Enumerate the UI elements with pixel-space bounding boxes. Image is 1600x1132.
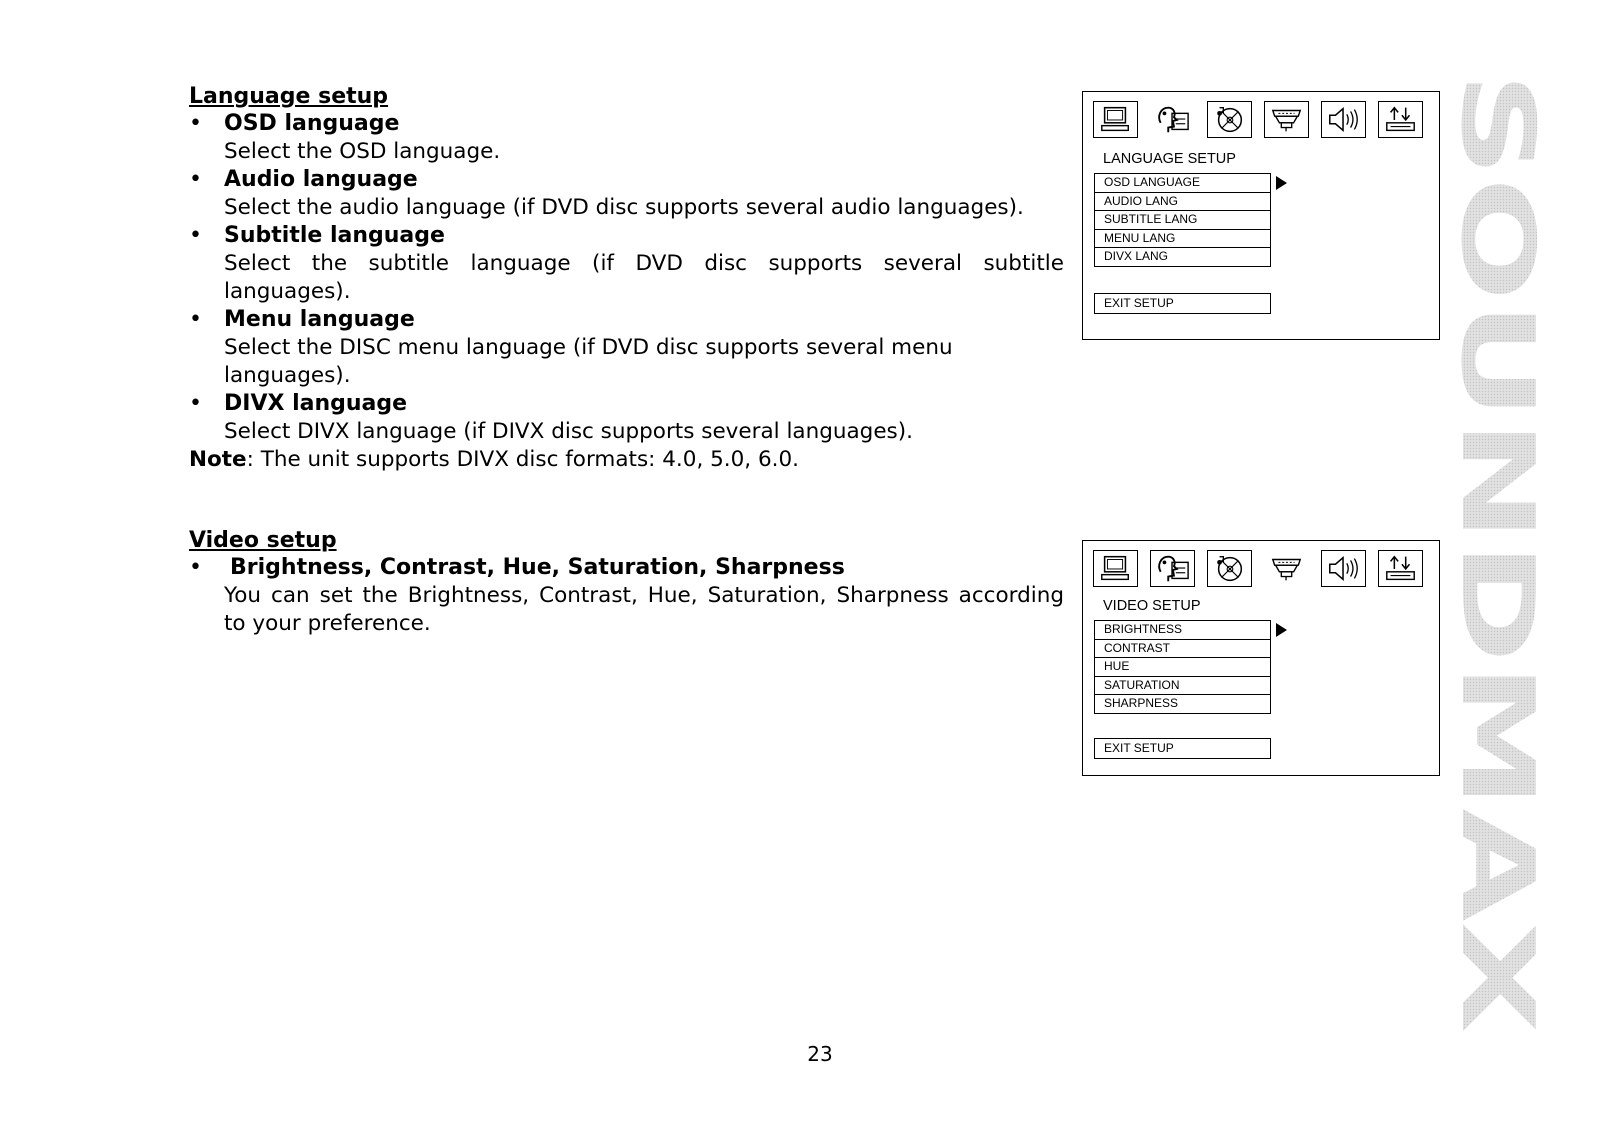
monitor-icon[interactable] [1093, 101, 1138, 138]
screen-title: VIDEO SETUP [1103, 598, 1201, 614]
list-item [189, 390, 1079, 446]
note [189, 446, 1079, 474]
bullet-icon: • [189, 307, 202, 332]
video-setup-section [189, 527, 1079, 638]
exit-setup-button[interactable]: EXIT SETUP [1094, 293, 1271, 314]
bullet-icon: • [189, 391, 202, 416]
menu-item-saturation[interactable]: SATURATION [1094, 676, 1271, 696]
selection-arrow-icon [1276, 176, 1287, 190]
brand-text: SOUNDMAX [1439, 72, 1556, 731]
language-setup-list [189, 110, 1079, 446]
video-setup-list [189, 554, 1079, 638]
page-number: 23 [807, 1042, 833, 1066]
item-title: Menu language [224, 307, 415, 332]
list-item [189, 110, 1079, 166]
screen-title: LANGUAGE SETUP [1103, 151, 1236, 167]
exit-icon[interactable] [1378, 101, 1423, 138]
item-description: You can set the Brightness, Contrast, Hue, Saturation, Sharpness according to your preference. [224, 583, 1064, 636]
disc-icon[interactable] [1207, 101, 1252, 138]
item-description: Select the OSD language. [224, 139, 501, 164]
menu-item-subtitle-lang[interactable]: SUBTITLE LANG [1094, 210, 1271, 230]
language-setup-heading: Language setup [189, 84, 389, 109]
language-menu [1094, 173, 1271, 267]
video-setup-screen [1082, 540, 1440, 776]
monitor-icon[interactable] [1093, 550, 1138, 587]
bullet-icon: • [189, 167, 202, 192]
video-icon[interactable] [1264, 550, 1309, 587]
video-menu [1094, 620, 1271, 714]
language-icon[interactable] [1150, 550, 1195, 587]
bullet-icon: • [189, 555, 202, 580]
item-description: Select the subtitle language (if DVD disc supports several subtitle languages). [224, 251, 1064, 304]
language-icon[interactable] [1150, 101, 1195, 138]
menu-item-brightness[interactable]: BRIGHTNESS [1094, 620, 1271, 640]
language-setup-section [189, 83, 1079, 474]
disc-icon[interactable] [1207, 550, 1252, 587]
item-title: Subtitle language [224, 223, 445, 248]
bullet-icon: • [189, 111, 202, 136]
item-title: Audio language [224, 167, 418, 192]
brand-logo [1439, 72, 1556, 1034]
video-icon[interactable] [1264, 101, 1309, 138]
menu-item-audio-lang[interactable]: AUDIO LANG [1094, 192, 1271, 212]
item-description: Select the audio language (if DVD disc supports several audio languages). [224, 195, 1024, 220]
list-item [189, 306, 1079, 390]
language-setup-screen [1082, 91, 1440, 340]
menu-item-osd-language[interactable]: OSD LANGUAGE [1094, 173, 1271, 193]
exit-icon[interactable] [1378, 550, 1423, 587]
menu-item-sharpness[interactable]: SHARPNESS [1094, 694, 1271, 714]
speaker-icon[interactable] [1321, 550, 1366, 587]
bullet-icon: • [189, 223, 202, 248]
menu-item-menu-lang[interactable]: MENU LANG [1094, 229, 1271, 249]
item-title: Brightness, Contrast, Hue, Saturation, Sharpness [230, 555, 845, 580]
menu-item-hue[interactable]: HUE [1094, 657, 1271, 677]
note-text: : The unit supports DIVX disc formats: 4.0, 5.0, 6.0. [246, 447, 800, 472]
list-item [189, 222, 1079, 306]
menu-item-divx-lang[interactable]: DIVX LANG [1094, 247, 1271, 267]
speaker-icon[interactable] [1321, 101, 1366, 138]
list-item [189, 554, 1079, 638]
exit-setup-button[interactable]: EXIT SETUP [1094, 738, 1271, 759]
item-description: Select DIVX language (if DIVX disc supports several languages). [224, 419, 913, 444]
video-setup-heading: Video setup [189, 528, 337, 553]
note-label: Note [189, 447, 247, 472]
item-title: DIVX language [224, 391, 408, 416]
item-description: Select the DISC menu language (if DVD disc supports several menu languages). [224, 335, 953, 388]
item-title: OSD language [224, 111, 400, 136]
list-item [189, 166, 1079, 222]
menu-item-contrast[interactable]: CONTRAST [1094, 639, 1271, 659]
selection-arrow-icon [1276, 623, 1287, 637]
